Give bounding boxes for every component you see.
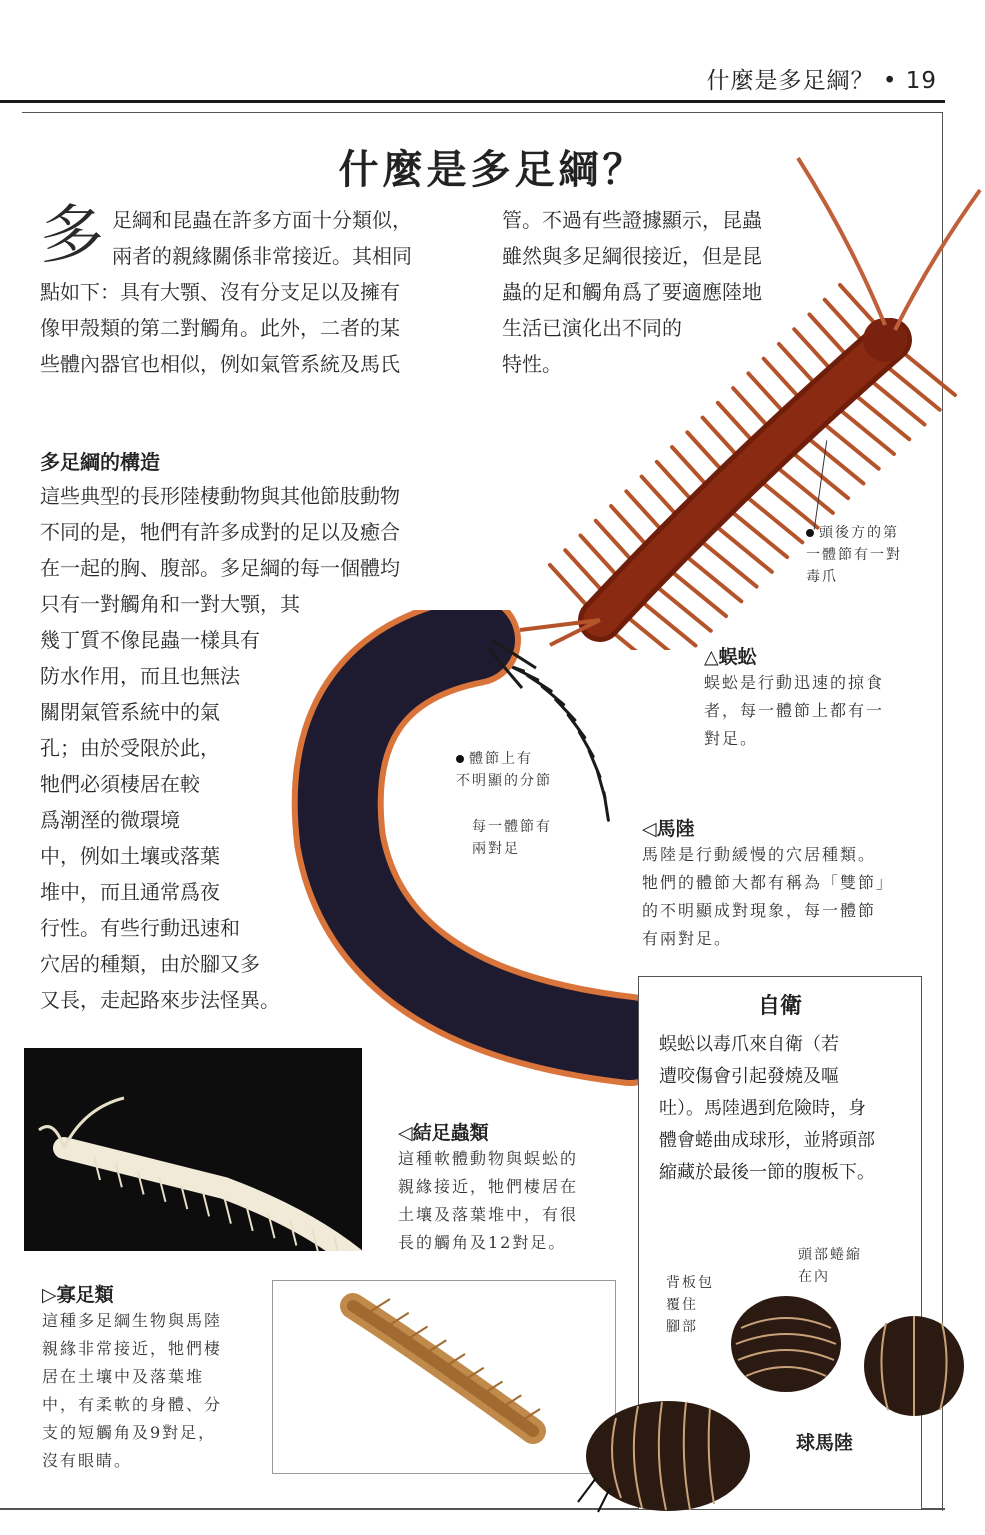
callout-line: 腳部 xyxy=(666,1319,698,1335)
text-line: 牠們必須棲居在較 xyxy=(40,772,200,796)
callout-line: 每一體節有 xyxy=(472,819,552,835)
text-line: 管。不過有些證據顯示，昆蟲 xyxy=(502,208,762,232)
text-line: 爲潮溼的微環境 xyxy=(40,808,180,832)
callout-line: 背板包 xyxy=(666,1275,714,1291)
caption-line: 居在土壤中及落葉堆 xyxy=(42,1367,205,1386)
text-line: 幾丁質不像昆蟲一樣具有 xyxy=(40,628,260,652)
caption-line: 馬陸是行動緩慢的穴居種類。 xyxy=(642,845,877,864)
dropcap: 多 xyxy=(40,199,104,273)
section-heading: 多足綱的構造 xyxy=(40,450,160,474)
caption-line: 土壤及落葉堆中，有很 xyxy=(398,1205,579,1224)
callout-line: 頭後方的第 xyxy=(806,522,902,544)
running-head: 什麼是多足綱？ • 19 xyxy=(706,68,937,94)
defense-line: 縮藏於最後一節的腹板下。 xyxy=(659,1162,875,1183)
text-line: 穴居的種類，由於腳又多 xyxy=(40,952,260,976)
caption-line: 親緣接近，牠們棲居在 xyxy=(398,1177,579,1196)
callout-pill-plate xyxy=(666,1272,714,1338)
caption-line: 這種多足綱生物與馬陸 xyxy=(42,1311,223,1330)
callout-line: 一體節有一對 xyxy=(806,547,902,563)
caption-line: 者，每一體節上都有一 xyxy=(704,701,885,720)
text-line: 又長，走起路來步法怪異。 xyxy=(40,988,280,1012)
callout-line: 頭部蜷縮 xyxy=(798,1247,862,1263)
page-title: 什麼是多足綱？ xyxy=(338,147,647,193)
text-line: 堆中，而且通常爲夜 xyxy=(40,880,220,904)
callout-dot xyxy=(806,529,814,537)
text-line: 兩者的親緣關係非常接近。其相同 xyxy=(112,244,412,268)
text-line: 中，例如土壤或落葉 xyxy=(40,844,220,868)
text-line: 只有一對觸角和一對大顎，其 xyxy=(40,592,300,616)
symphyla-illustration xyxy=(24,1048,362,1251)
text-line: 在一起的胸、腹部。多足綱的每一個體均 xyxy=(40,556,400,580)
defense-text xyxy=(659,1029,909,1189)
caption-title: ▷寡足類 xyxy=(42,1284,114,1306)
centipede-illustration xyxy=(500,150,985,650)
callout-line: 在內 xyxy=(798,1269,830,1285)
defense-title: 自衛 xyxy=(757,994,802,1019)
text-line: 些體內器官也相似，例如氣管系統及馬氏 xyxy=(40,352,400,376)
caption-line: 有兩對足。 xyxy=(642,929,733,948)
caption-text xyxy=(642,841,932,953)
caption-line: 中，有柔軟的身體、分 xyxy=(42,1395,223,1414)
defense-line: 遭咬傷會引起發燒及嘔 xyxy=(659,1066,839,1087)
callout-pill-head xyxy=(798,1244,862,1288)
text-line: 像甲殼類的第二對觸角。此外，二者的某 xyxy=(40,316,400,340)
text-line: 孔；由於受限於此， xyxy=(40,736,220,760)
caption-line: 長的觸角及12對足。 xyxy=(398,1233,567,1252)
defense-line: 蜈蚣以毒爪來自衛（若 xyxy=(659,1034,839,1055)
symphyla-photo xyxy=(24,1048,362,1251)
millipede-illustration xyxy=(260,610,670,1100)
caption-centipede xyxy=(704,642,924,753)
caption-pauropoda xyxy=(42,1280,257,1475)
callout-millipede-segment xyxy=(456,748,552,792)
callout-line: 不明顯的分節 xyxy=(456,773,552,789)
caption-text xyxy=(398,1145,623,1257)
caption-line: 蜈蚣是行動迅速的掠食 xyxy=(704,673,885,692)
pauropoda-photo xyxy=(272,1280,616,1474)
caption-line: 對足。 xyxy=(704,729,759,748)
text-line: 特性。 xyxy=(502,352,562,376)
intro-column-1 xyxy=(40,199,460,382)
caption-title: ◁馬陸 xyxy=(642,818,695,840)
caption-line: 的不明顯成對現象，每一體節 xyxy=(642,901,877,920)
text-line: 這些典型的長形陸棲動物與其他節肢動物 xyxy=(40,484,400,508)
caption-line: 牠們的體節大都有稱為「雙節」 xyxy=(642,873,895,892)
page-header xyxy=(0,60,985,104)
text-line: 生活已演化出不同的 xyxy=(502,316,682,340)
caption-line: 沒有眼睛。 xyxy=(42,1451,133,1470)
callout-line: 毒爪 xyxy=(806,569,838,585)
caption-line: 支的短觸角及9對足， xyxy=(42,1423,217,1442)
text-line: 防水作用，而且也無法 xyxy=(40,664,240,688)
callout-millipede-legs xyxy=(472,816,552,860)
caption-text xyxy=(42,1307,257,1475)
callout-line: 兩對足 xyxy=(472,841,520,857)
callout-centipede-claw xyxy=(806,522,902,588)
caption-line: 這種軟體動物與蜈蚣的 xyxy=(398,1149,579,1168)
pauropoda-illustration xyxy=(273,1281,615,1473)
defense-line: 體會蜷曲成球形，並將頭部 xyxy=(659,1130,875,1151)
pill-millipede-illustration xyxy=(576,1288,972,1514)
caption-title: ◁結足蟲類 xyxy=(398,1122,489,1144)
caption-title: △蜈蚣 xyxy=(704,646,757,668)
text-line: 點如下：具有大顎、沒有分支足以及擁有 xyxy=(40,280,400,304)
text-line: 雖然與多足綱很接近，但是昆 xyxy=(502,244,762,268)
callout-line: 體節上有 xyxy=(456,748,552,770)
defense-line: 吐）。馬陸遇到危險時，身 xyxy=(659,1098,866,1119)
text-line: 行性。有些行動迅速和 xyxy=(40,916,240,940)
header-rule xyxy=(0,100,945,103)
callout-dot xyxy=(456,755,464,763)
text-line: 蟲的足和觸角爲了要適應陸地 xyxy=(502,280,762,304)
text-line: 關閉氣管系統中的氣 xyxy=(40,700,220,724)
caption-pill-millipede: 球馬陸 xyxy=(796,1432,854,1454)
text-line: 不同的是，牠們有許多成對的足以及癒合 xyxy=(40,520,400,544)
caption-line: 親緣非常接近，牠們棲 xyxy=(42,1339,223,1358)
caption-text xyxy=(704,669,924,753)
caption-millipede xyxy=(642,814,932,953)
caption-symphyla xyxy=(398,1118,623,1257)
text-line: 足綱和昆蟲在許多方面十分類似， xyxy=(112,208,412,232)
callout-line: 覆住 xyxy=(666,1297,698,1313)
